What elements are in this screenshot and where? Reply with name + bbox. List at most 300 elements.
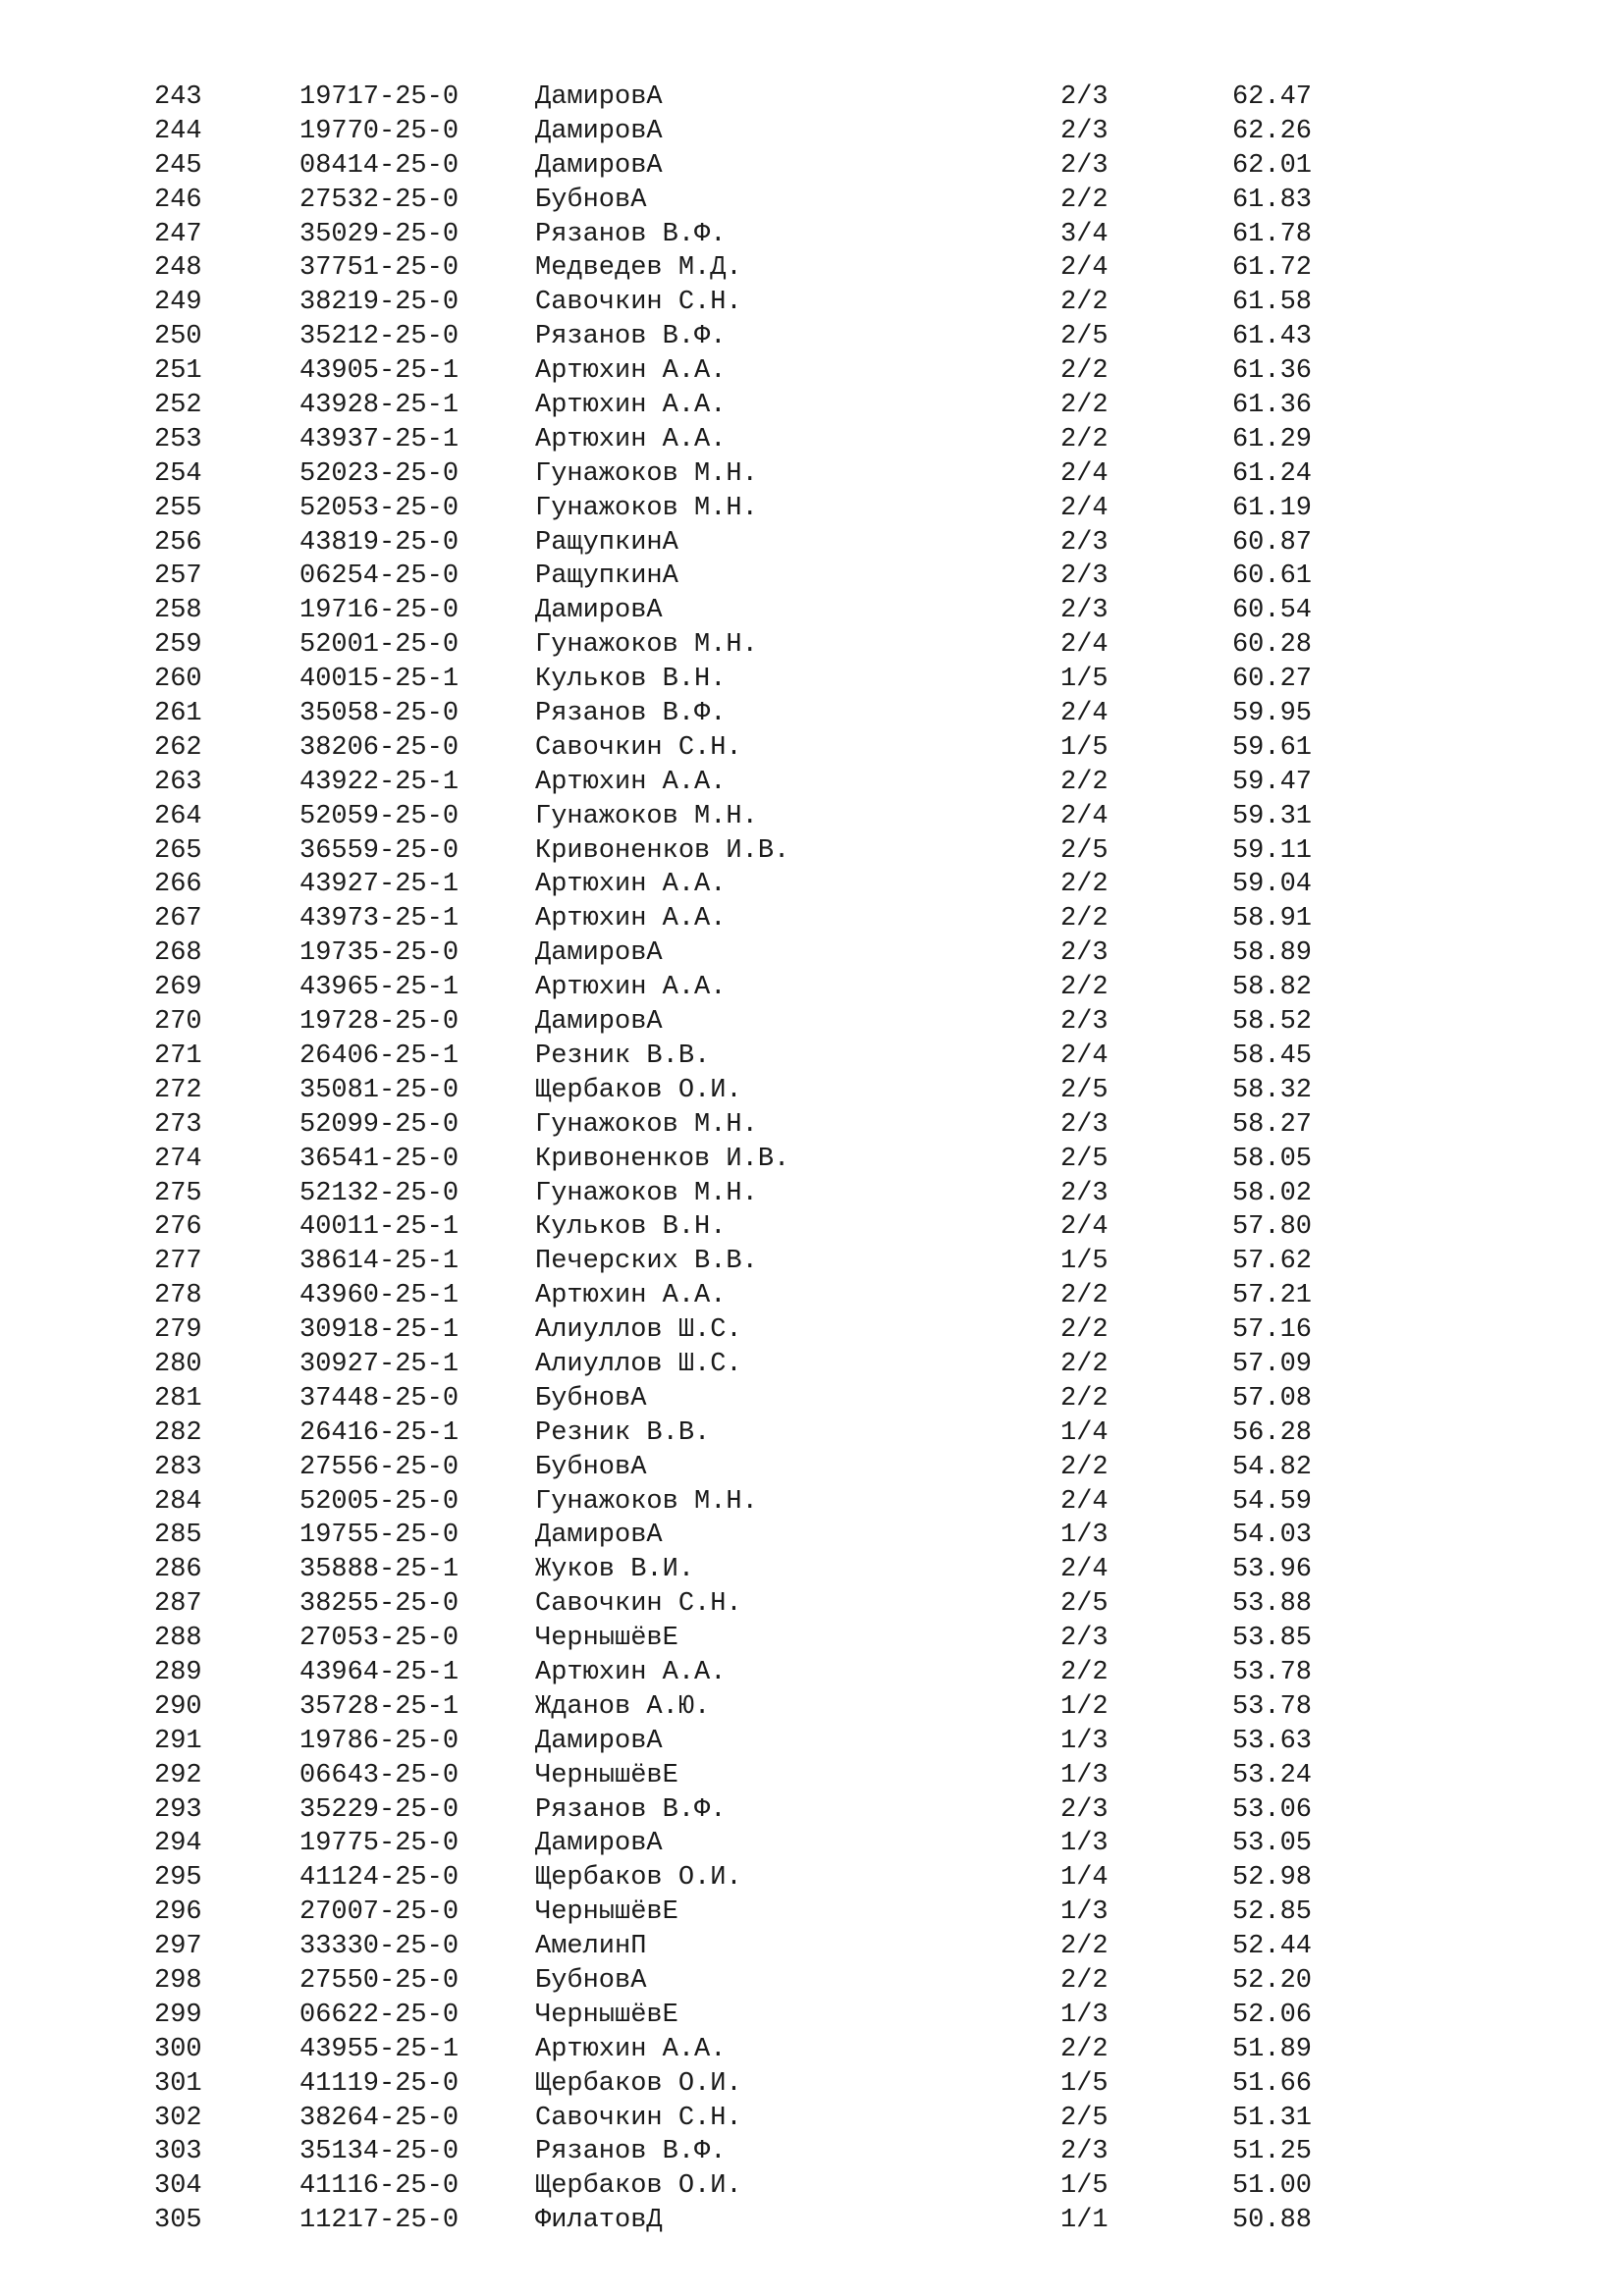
row-number: 281 xyxy=(154,1383,202,1414)
person-name: ДамировА xyxy=(535,596,663,626)
row-number: 278 xyxy=(154,1281,202,1311)
ratio: 2/3 xyxy=(1060,1109,1109,1140)
table-row xyxy=(0,800,1624,834)
score-value: 54.03 xyxy=(1231,1521,1312,1551)
score-value: 62.01 xyxy=(1231,150,1312,181)
ratio: 2/5 xyxy=(1060,835,1109,866)
record-id: 37448-25-0 xyxy=(299,1383,460,1414)
person-name: ЧернышёвЕ xyxy=(535,1760,678,1790)
table-row xyxy=(0,1005,1624,1040)
person-name: Алиуллов Ш.С. xyxy=(535,1315,742,1346)
row-number: 305 xyxy=(154,2206,202,2236)
person-name: Алиуллов Ш.С. xyxy=(535,1349,742,1379)
table-row xyxy=(0,1416,1624,1451)
row-number: 248 xyxy=(154,253,202,284)
record-id: 06254-25-0 xyxy=(299,561,460,592)
person-name: Щербаков О.И. xyxy=(535,1075,742,1105)
record-id: 19770-25-0 xyxy=(299,116,460,146)
record-id: 52005-25-0 xyxy=(299,1486,460,1517)
ratio: 2/5 xyxy=(1060,1075,1109,1105)
ratio: 2/2 xyxy=(1060,288,1109,318)
table-row xyxy=(0,1690,1624,1725)
score-value: 61.72 xyxy=(1231,253,1312,284)
row-number: 254 xyxy=(154,458,202,489)
record-id: 27053-25-0 xyxy=(299,1624,460,1654)
record-id: 19717-25-0 xyxy=(299,82,460,112)
table-row xyxy=(0,320,1624,354)
row-number: 262 xyxy=(154,732,202,763)
record-id: 43905-25-1 xyxy=(299,356,460,387)
score-value: 59.47 xyxy=(1231,767,1312,797)
person-name: Артюхин А.А. xyxy=(535,767,727,797)
ratio: 1/3 xyxy=(1060,1521,1109,1551)
table-row xyxy=(0,1861,1624,1896)
row-number: 258 xyxy=(154,596,202,626)
person-name: ЧернышёвЕ xyxy=(535,2000,678,2030)
record-id: 43964-25-1 xyxy=(299,1657,460,1687)
row-number: 280 xyxy=(154,1349,202,1379)
row-number: 264 xyxy=(154,801,202,831)
row-number: 299 xyxy=(154,2000,202,2030)
score-value: 57.80 xyxy=(1231,1212,1312,1243)
record-id: 27532-25-0 xyxy=(299,185,460,215)
row-number: 276 xyxy=(154,1212,202,1243)
ratio: 2/5 xyxy=(1060,2103,1109,2133)
row-number: 286 xyxy=(154,1555,202,1585)
score-value: 58.89 xyxy=(1231,938,1312,969)
row-number: 296 xyxy=(154,1897,202,1928)
ratio: 2/3 xyxy=(1060,1007,1109,1038)
ratio: 2/4 xyxy=(1060,699,1109,729)
person-name: АмелинП xyxy=(535,1932,647,1962)
ratio: 2/2 xyxy=(1060,185,1109,215)
person-name: Артюхин А.А. xyxy=(535,1657,727,1687)
table-row xyxy=(0,868,1624,902)
table-row xyxy=(0,1040,1624,1074)
table-row xyxy=(0,1108,1624,1143)
score-value: 61.43 xyxy=(1231,322,1312,352)
person-name: РащупкинА xyxy=(535,561,678,592)
table-row xyxy=(0,1074,1624,1108)
person-name: Кривоненков И.В. xyxy=(535,1144,790,1174)
person-name: Артюхин А.А. xyxy=(535,870,727,900)
row-number: 250 xyxy=(154,322,202,352)
row-number: 246 xyxy=(154,185,202,215)
table-row xyxy=(0,834,1624,869)
record-id: 06622-25-0 xyxy=(299,2000,460,2030)
person-name: Щербаков О.И. xyxy=(535,1863,742,1894)
ratio: 2/3 xyxy=(1060,1794,1109,1825)
person-name: ЧернышёвЕ xyxy=(535,1897,678,1928)
score-value: 61.36 xyxy=(1231,356,1312,387)
record-id: 52001-25-0 xyxy=(299,630,460,661)
person-name: БубновА xyxy=(535,1965,647,1996)
table-row xyxy=(0,1793,1624,1828)
person-name: Артюхин А.А. xyxy=(535,424,727,454)
ratio: 3/4 xyxy=(1060,219,1109,249)
score-value: 53.78 xyxy=(1231,1691,1312,1722)
row-number: 295 xyxy=(154,1863,202,1894)
ratio: 2/3 xyxy=(1060,2137,1109,2167)
score-value: 51.31 xyxy=(1231,2103,1312,2133)
ratio: 2/3 xyxy=(1060,82,1109,112)
table-row xyxy=(0,1656,1624,1690)
table-row xyxy=(0,115,1624,149)
row-number: 287 xyxy=(154,1589,202,1620)
score-value: 61.78 xyxy=(1231,219,1312,249)
table-row xyxy=(0,218,1624,252)
row-number: 285 xyxy=(154,1521,202,1551)
score-value: 58.05 xyxy=(1231,1144,1312,1174)
table-row xyxy=(0,251,1624,286)
person-name: Щербаков О.И. xyxy=(535,2171,742,2202)
ratio: 1/3 xyxy=(1060,1726,1109,1756)
record-id: 41124-25-0 xyxy=(299,1863,460,1894)
table-row xyxy=(0,1313,1624,1348)
score-value: 52.06 xyxy=(1231,2000,1312,2030)
row-number: 265 xyxy=(154,835,202,866)
ratio: 2/4 xyxy=(1060,1486,1109,1517)
row-number: 297 xyxy=(154,1932,202,1962)
table-row xyxy=(0,936,1624,971)
table-row xyxy=(0,2204,1624,2238)
ratio: 1/5 xyxy=(1060,2171,1109,2202)
person-name: Савочкин С.Н. xyxy=(535,288,742,318)
person-name: Печерских В.В. xyxy=(535,1247,758,1277)
person-name: Савочкин С.Н. xyxy=(535,732,742,763)
row-number: 245 xyxy=(154,150,202,181)
row-number: 289 xyxy=(154,1657,202,1687)
record-id: 52132-25-0 xyxy=(299,1178,460,1208)
score-value: 53.24 xyxy=(1231,1760,1312,1790)
person-name: Рязанов В.Ф. xyxy=(535,322,727,352)
row-number: 304 xyxy=(154,2171,202,2202)
person-name: ДамировА xyxy=(535,1007,663,1038)
score-value: 59.04 xyxy=(1231,870,1312,900)
ratio: 2/2 xyxy=(1060,1932,1109,1962)
ratio: 2/3 xyxy=(1060,596,1109,626)
row-number: 243 xyxy=(154,82,202,112)
record-id: 30927-25-1 xyxy=(299,1349,460,1379)
score-value: 57.16 xyxy=(1231,1315,1312,1346)
person-name: Артюхин А.А. xyxy=(535,1281,727,1311)
score-value: 61.58 xyxy=(1231,288,1312,318)
record-id: 38206-25-0 xyxy=(299,732,460,763)
table-row xyxy=(0,1930,1624,1964)
record-id: 27550-25-0 xyxy=(299,1965,460,1996)
table-row xyxy=(0,697,1624,731)
ratio: 1/3 xyxy=(1060,2000,1109,2030)
row-number: 266 xyxy=(154,870,202,900)
table-row xyxy=(0,1587,1624,1622)
record-id: 43927-25-1 xyxy=(299,870,460,900)
record-id: 40011-25-1 xyxy=(299,1212,460,1243)
person-name: Медведев М.Д. xyxy=(535,253,742,284)
record-id: 35081-25-0 xyxy=(299,1075,460,1105)
score-value: 51.00 xyxy=(1231,2171,1312,2202)
ratio: 2/2 xyxy=(1060,973,1109,1003)
record-id: 26406-25-1 xyxy=(299,1041,460,1071)
record-id: 52059-25-0 xyxy=(299,801,460,831)
row-number: 271 xyxy=(154,1041,202,1071)
table-row xyxy=(0,526,1624,561)
row-number: 256 xyxy=(154,527,202,558)
table-row xyxy=(0,184,1624,218)
score-value: 60.61 xyxy=(1231,561,1312,592)
table-row xyxy=(0,1348,1624,1382)
score-value: 50.88 xyxy=(1231,2206,1312,2236)
ratio: 2/4 xyxy=(1060,1041,1109,1071)
row-number: 290 xyxy=(154,1691,202,1722)
table-row xyxy=(0,492,1624,526)
score-value: 59.11 xyxy=(1231,835,1312,866)
record-id: 43922-25-1 xyxy=(299,767,460,797)
record-id: 35134-25-0 xyxy=(299,2137,460,2167)
score-value: 57.09 xyxy=(1231,1349,1312,1379)
ratio: 2/5 xyxy=(1060,1144,1109,1174)
score-value: 53.96 xyxy=(1231,1555,1312,1585)
table-row xyxy=(0,286,1624,320)
score-value: 60.28 xyxy=(1231,630,1312,661)
score-value: 61.83 xyxy=(1231,185,1312,215)
record-id: 43955-25-1 xyxy=(299,2034,460,2064)
person-name: Савочкин С.Н. xyxy=(535,1589,742,1620)
row-number: 292 xyxy=(154,1760,202,1790)
table-row xyxy=(0,1759,1624,1793)
score-value: 58.02 xyxy=(1231,1178,1312,1208)
row-number: 261 xyxy=(154,699,202,729)
ratio: 2/3 xyxy=(1060,561,1109,592)
row-number: 253 xyxy=(154,424,202,454)
person-name: Жданов А.Ю. xyxy=(535,1691,711,1722)
table-row xyxy=(0,423,1624,457)
table-row xyxy=(0,2135,1624,2169)
table-row xyxy=(0,628,1624,663)
record-id: 33330-25-0 xyxy=(299,1932,460,1962)
row-number: 300 xyxy=(154,2034,202,2064)
row-number: 283 xyxy=(154,1452,202,1482)
ratio: 2/2 xyxy=(1060,2034,1109,2064)
person-name: Рязанов В.Ф. xyxy=(535,699,727,729)
row-number: 291 xyxy=(154,1726,202,1756)
person-name: ДамировА xyxy=(535,150,663,181)
table-row xyxy=(0,731,1624,766)
record-id: 38219-25-0 xyxy=(299,288,460,318)
person-name: ДамировА xyxy=(535,938,663,969)
row-number: 269 xyxy=(154,973,202,1003)
ratio: 1/1 xyxy=(1060,2206,1109,2236)
record-id: 38255-25-0 xyxy=(299,1589,460,1620)
ratio: 2/2 xyxy=(1060,391,1109,421)
record-id: 19755-25-0 xyxy=(299,1521,460,1551)
table-row xyxy=(0,1896,1624,1930)
row-number: 273 xyxy=(154,1109,202,1140)
record-id: 43965-25-1 xyxy=(299,973,460,1003)
record-id: 36559-25-0 xyxy=(299,835,460,866)
table-row xyxy=(0,2033,1624,2067)
person-name: Кульков В.Н. xyxy=(535,1212,727,1243)
row-number: 294 xyxy=(154,1829,202,1859)
person-name: Резник В.В. xyxy=(535,1041,711,1071)
row-number: 272 xyxy=(154,1075,202,1105)
person-name: Артюхин А.А. xyxy=(535,904,727,934)
score-value: 54.82 xyxy=(1231,1452,1312,1482)
ratio: 2/2 xyxy=(1060,356,1109,387)
row-number: 268 xyxy=(154,938,202,969)
ratio: 2/4 xyxy=(1060,801,1109,831)
ratio: 2/4 xyxy=(1060,1212,1109,1243)
score-value: 58.82 xyxy=(1231,973,1312,1003)
row-number: 259 xyxy=(154,630,202,661)
score-value: 56.28 xyxy=(1231,1417,1312,1448)
row-number: 260 xyxy=(154,665,202,695)
table-row xyxy=(0,1999,1624,2033)
person-name: Артюхин А.А. xyxy=(535,2034,727,2064)
score-value: 51.89 xyxy=(1231,2034,1312,2064)
person-name: РащупкинА xyxy=(535,527,678,558)
person-name: Рязанов В.Ф. xyxy=(535,1794,727,1825)
ratio: 2/2 xyxy=(1060,1965,1109,1996)
person-name: Гунажоков М.Н. xyxy=(535,1486,758,1517)
table-row xyxy=(0,1279,1624,1313)
row-number: 302 xyxy=(154,2103,202,2133)
row-number: 298 xyxy=(154,1965,202,1996)
person-name: Кривоненков И.В. xyxy=(535,835,790,866)
record-id: 27556-25-0 xyxy=(299,1452,460,1482)
score-value: 59.61 xyxy=(1231,732,1312,763)
table-row xyxy=(0,766,1624,800)
record-id: 43819-25-0 xyxy=(299,527,460,558)
record-id: 38614-25-1 xyxy=(299,1247,460,1277)
table-row xyxy=(0,1485,1624,1520)
ratio: 2/5 xyxy=(1060,322,1109,352)
score-value: 54.59 xyxy=(1231,1486,1312,1517)
row-number: 247 xyxy=(154,219,202,249)
row-number: 301 xyxy=(154,2068,202,2099)
score-value: 52.85 xyxy=(1231,1897,1312,1928)
record-id: 35212-25-0 xyxy=(299,322,460,352)
table-row xyxy=(0,1210,1624,1245)
score-value: 62.47 xyxy=(1231,82,1312,112)
table-row xyxy=(0,457,1624,492)
record-id: 11217-25-0 xyxy=(299,2206,460,2236)
ratio: 2/2 xyxy=(1060,424,1109,454)
person-name: Гунажоков М.Н. xyxy=(535,458,758,489)
table-row xyxy=(0,560,1624,594)
score-value: 53.05 xyxy=(1231,1829,1312,1859)
person-name: Артюхин А.А. xyxy=(535,391,727,421)
score-value: 58.52 xyxy=(1231,1007,1312,1038)
table-row xyxy=(0,1451,1624,1485)
record-id: 35058-25-0 xyxy=(299,699,460,729)
person-name: Гунажоков М.Н. xyxy=(535,1178,758,1208)
record-id: 26416-25-1 xyxy=(299,1417,460,1448)
score-value: 52.98 xyxy=(1231,1863,1312,1894)
person-name: БубновА xyxy=(535,1452,647,1482)
record-id: 19775-25-0 xyxy=(299,1829,460,1859)
ratio: 2/2 xyxy=(1060,1383,1109,1414)
record-id: 19786-25-0 xyxy=(299,1726,460,1756)
person-name: Гунажоков М.Н. xyxy=(535,1109,758,1140)
person-name: Рязанов В.Ф. xyxy=(535,219,727,249)
person-name: Щербаков О.И. xyxy=(535,2068,742,2099)
record-id: 36541-25-0 xyxy=(299,1144,460,1174)
table-row xyxy=(0,1964,1624,1999)
person-name: БубновА xyxy=(535,185,647,215)
score-value: 58.45 xyxy=(1231,1041,1312,1071)
table-row xyxy=(0,663,1624,697)
record-id: 41116-25-0 xyxy=(299,2171,460,2202)
row-number: 279 xyxy=(154,1315,202,1346)
ratio: 1/5 xyxy=(1060,1247,1109,1277)
score-value: 53.85 xyxy=(1231,1624,1312,1654)
person-name: Артюхин А.А. xyxy=(535,973,727,1003)
results-table xyxy=(0,80,1624,2238)
table-row xyxy=(0,1553,1624,1587)
score-value: 52.20 xyxy=(1231,1965,1312,1996)
table-row xyxy=(0,149,1624,184)
record-id: 37751-25-0 xyxy=(299,253,460,284)
person-name: ФилатовД xyxy=(535,2206,663,2236)
table-row xyxy=(0,1177,1624,1211)
record-id: 38264-25-0 xyxy=(299,2103,460,2133)
score-value: 59.95 xyxy=(1231,699,1312,729)
score-value: 58.91 xyxy=(1231,904,1312,934)
ratio: 2/4 xyxy=(1060,458,1109,489)
row-number: 274 xyxy=(154,1144,202,1174)
table-row xyxy=(0,80,1624,115)
row-number: 257 xyxy=(154,561,202,592)
score-value: 57.21 xyxy=(1231,1281,1312,1311)
score-value: 61.19 xyxy=(1231,493,1312,523)
ratio: 2/2 xyxy=(1060,1315,1109,1346)
person-name: ДамировА xyxy=(535,1829,663,1859)
ratio: 2/4 xyxy=(1060,253,1109,284)
ratio: 2/3 xyxy=(1060,938,1109,969)
ratio: 2/4 xyxy=(1060,630,1109,661)
record-id: 52099-25-0 xyxy=(299,1109,460,1140)
score-value: 60.27 xyxy=(1231,665,1312,695)
record-id: 19728-25-0 xyxy=(299,1007,460,1038)
row-number: 284 xyxy=(154,1486,202,1517)
ratio: 1/5 xyxy=(1060,2068,1109,2099)
ratio: 1/3 xyxy=(1060,1760,1109,1790)
person-name: ЧернышёвЕ xyxy=(535,1624,678,1654)
record-id: 19735-25-0 xyxy=(299,938,460,969)
record-id: 35229-25-0 xyxy=(299,1794,460,1825)
person-name: Гунажоков М.Н. xyxy=(535,630,758,661)
row-number: 270 xyxy=(154,1007,202,1038)
record-id: 43973-25-1 xyxy=(299,904,460,934)
row-number: 252 xyxy=(154,391,202,421)
table-row xyxy=(0,1725,1624,1759)
score-value: 53.78 xyxy=(1231,1657,1312,1687)
table-row xyxy=(0,1382,1624,1416)
row-number: 303 xyxy=(154,2137,202,2167)
record-id: 06643-25-0 xyxy=(299,1760,460,1790)
score-value: 58.32 xyxy=(1231,1075,1312,1105)
score-value: 58.27 xyxy=(1231,1109,1312,1140)
record-id: 43937-25-1 xyxy=(299,424,460,454)
table-row xyxy=(0,971,1624,1005)
ratio: 2/3 xyxy=(1060,150,1109,181)
record-id: 52023-25-0 xyxy=(299,458,460,489)
score-value: 60.54 xyxy=(1231,596,1312,626)
record-id: 52053-25-0 xyxy=(299,493,460,523)
person-name: ДамировА xyxy=(535,82,663,112)
ratio: 2/2 xyxy=(1060,870,1109,900)
record-id: 30918-25-1 xyxy=(299,1315,460,1346)
